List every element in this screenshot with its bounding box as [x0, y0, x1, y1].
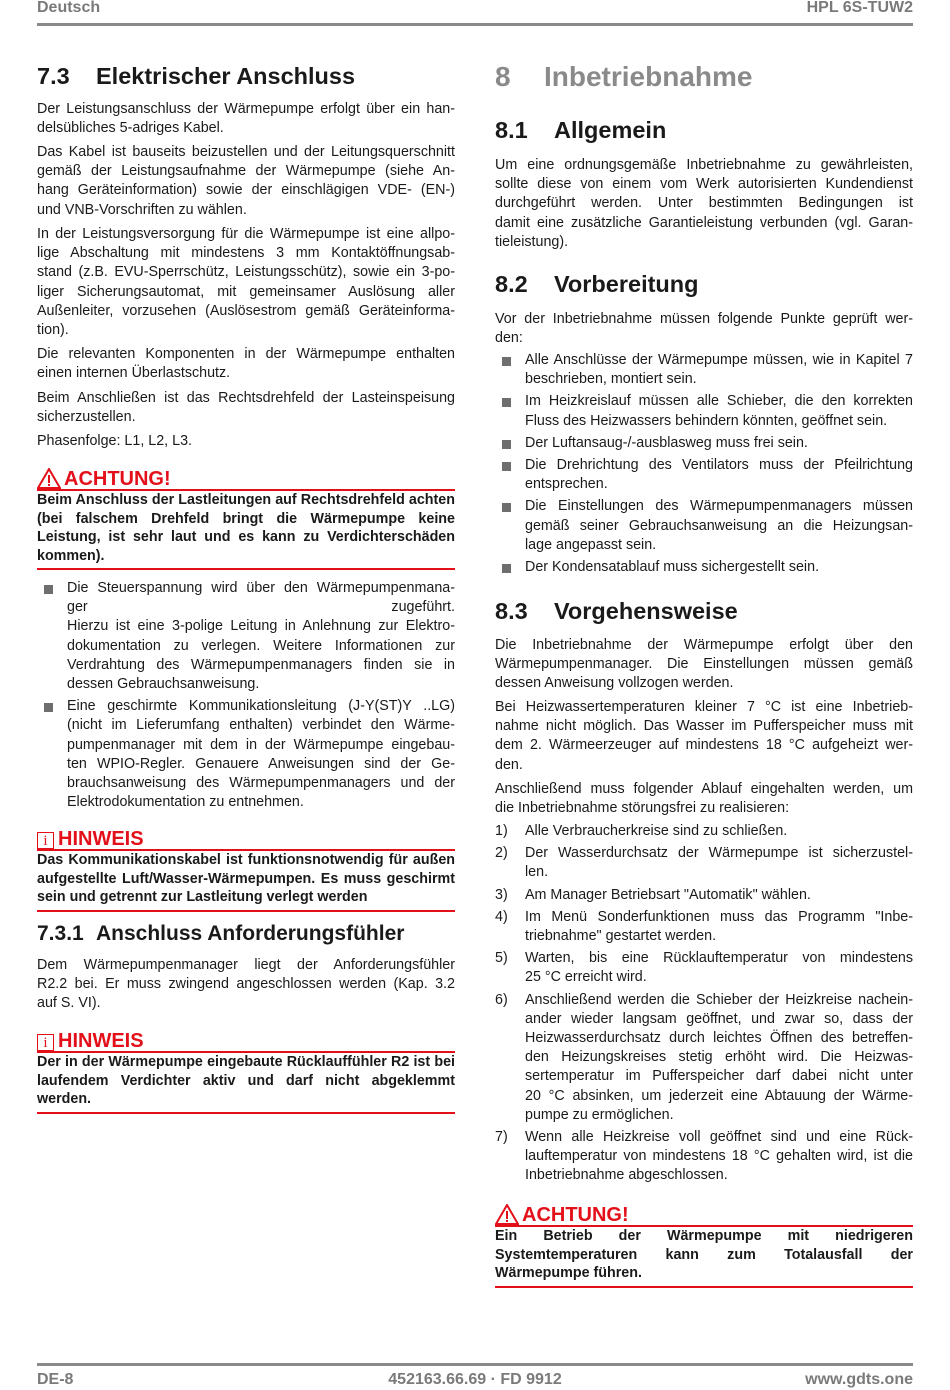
text-line: Das Kommunikationskabel ist funktionsnotwendig für außen	[37, 852, 455, 868]
text-line: Um eine ordnungsgemäße Inbetriebnahme zu gewährleisten,	[495, 157, 913, 173]
list-item	[495, 558, 913, 577]
text-line: dessen Anweisung vollzogen werden.	[495, 675, 734, 692]
section-title: Vorgehensweise	[554, 598, 738, 624]
note-title: HINWEIS	[58, 828, 144, 850]
text-line: Phasenfolge: L1, L2, L3.	[37, 433, 193, 449]
text-line: (nicht im Lieferumfang enthalten) verbindet den Wärme-	[67, 717, 455, 734]
text-line: lage angepasst sein.	[525, 536, 657, 553]
list-item	[37, 579, 455, 694]
list-item	[495, 392, 913, 430]
text-line: aufgestellte Luft/Wasser-Wärmepumpen. Es muss geschirmt	[37, 870, 455, 887]
text-line: beschrieben, montiert sein.	[525, 371, 697, 388]
text-line: Warten, bis eine Rücklauftemperatur von mindestens	[525, 950, 913, 967]
text-line: einen internen Überlastschutz.	[37, 365, 231, 382]
text-line: Die Drehrichtung des Ventilators muss der Pfeilrichtung	[525, 457, 913, 474]
text-line: den:	[495, 330, 523, 347]
text-line: ger zugeführt.	[67, 599, 455, 616]
note-text	[37, 1053, 455, 1114]
info-icon: i	[37, 832, 54, 849]
section-title: Allgemein	[554, 117, 667, 143]
text-line: tieleistung).	[495, 233, 569, 250]
numbered-item	[495, 908, 913, 946]
text-line: Fluss des Heizwassers behindern könnten, geöffnet sein.	[525, 412, 888, 429]
text-line: Wenn alle Heizkreise voll geöffnet sind und eine Rück-	[525, 1129, 913, 1146]
paragraph	[37, 225, 455, 340]
paragraph	[37, 432, 455, 451]
text-line: dessen Gebrauchsanweisung.	[67, 676, 260, 693]
section-number: 8.2	[495, 271, 528, 297]
text-line: hang Geräteinformation) sowie der einschlägigen VDE- (EN-)	[37, 182, 455, 199]
warning-title: ACHTUNG!	[64, 468, 171, 490]
text-line: nahme nicht möglich. Das Wasser im Pufferspeicher muss mit	[495, 718, 913, 735]
note-title: HINWEIS	[58, 1030, 144, 1052]
header-rule	[37, 23, 913, 26]
text-line: gemäß der Leistungsaufnahme der Wärmepumpe (siehe An-	[37, 163, 455, 180]
text-line: Der Kondensatablauf muss sichergestellt sein.	[525, 559, 820, 576]
text-line: stand (z.B. EVU-Sperrschütz, Leistungsschütz), sowie ein 3-po-	[37, 264, 455, 281]
paragraph	[37, 956, 455, 1014]
numbered-list	[495, 822, 913, 1189]
header-language: Deutsch	[37, 0, 101, 16]
text-line: tion).	[37, 322, 69, 339]
text-line: Alle Verbraucherkreise sind zu schließen.	[525, 823, 788, 839]
section-heading-8-2	[495, 271, 699, 298]
text-line: Dem Wärmepumpenmanager liegt der Anforderungsfühler	[37, 957, 455, 973]
text-line: Die relevanten Komponenten in der Wärmepumpe enthalten	[37, 346, 455, 362]
bullet-square-icon	[502, 357, 511, 366]
footer-url: www.gdts.one	[805, 1371, 913, 1388]
step-number: 4)	[495, 908, 508, 925]
paragraph	[37, 389, 455, 427]
text-line: Im Heizkreislauf müssen alle Schieber, die den korrekten	[525, 393, 913, 410]
text-line: R2.2 bei. Er muss zwingend angeschlossen werden (Kap. 3.2	[37, 976, 455, 993]
text-line: Die Steuerspannung wird über den Wärmepumpenmana-	[67, 580, 455, 596]
text-line: auf S. VI).	[37, 995, 101, 1012]
list-item	[37, 697, 455, 812]
text-line: und VNB-Vorschriften zu wählen.	[37, 201, 247, 218]
bullet-list	[37, 579, 455, 815]
text-line: Der Wasserdurchsatz der Wärmepumpe ist sicherzustel-	[525, 845, 913, 862]
section-number: 7.3.1	[37, 922, 84, 945]
text-line: sein und getrennt zur Lastleitung verlegt werden	[37, 889, 368, 906]
numbered-item	[495, 844, 913, 882]
list-item	[495, 497, 913, 555]
text-line: durchgeführt werden. Unter bestimmten Bedingungen ist	[495, 195, 913, 212]
numbered-item	[495, 822, 913, 841]
bullet-square-icon	[502, 564, 511, 573]
chapter-heading-8	[495, 61, 752, 93]
bullet-square-icon	[502, 503, 511, 512]
warning-triangle-icon	[495, 1204, 519, 1225]
chapter-title: Inbetriebnahme	[544, 61, 753, 92]
note-box	[37, 1029, 455, 1114]
header-model: HPL 6S-TUW2	[806, 0, 913, 16]
text-line: die Inbetriebnahme störungsfrei zu realisieren:	[495, 800, 790, 817]
step-number: 5)	[495, 950, 508, 967]
text-line: Der in der Wärmepumpe eingebaute Rücklauffühler R2 ist bei	[37, 1054, 455, 1070]
text-line: Beim Anschließen ist das Rechtsdrehfeld der Lasteinspeisung	[37, 390, 455, 406]
numbered-item	[495, 949, 913, 987]
text-line: Inbetriebnahme abgeschlossen.	[525, 1167, 728, 1184]
text-line: Wärmepumpe führen.	[495, 1265, 642, 1282]
list-item	[495, 456, 913, 494]
warning-text	[495, 1227, 913, 1288]
text-line: lauftemperatur von mindestens 18 °C gehalten wird, ist die	[525, 1148, 913, 1165]
text-line: Leistung, ist sehr laut und es kann zu Verdichterschäden	[37, 529, 455, 546]
text-line: pumpenmanager mit dem in der Wärmepumpe eingebau-	[67, 736, 455, 753]
text-line: 20 °C absinken, um jederzeit eine Abtauung der Wärme-	[525, 1087, 913, 1104]
paragraph	[37, 100, 455, 138]
numbered-item	[495, 1128, 913, 1186]
text-line: gemäß seiner Gebrauchsanweisung an die Heizungsan-	[525, 517, 913, 534]
text-line: len.	[525, 864, 549, 881]
text-line: sicherzustellen.	[37, 409, 136, 426]
text-line: brauchsanweisung des Wärmepumpenmanagers und der	[67, 775, 455, 792]
text-line: pumpe zu ermöglichen.	[525, 1106, 674, 1123]
text-line: Elektrodokumentation zu entnehmen.	[67, 794, 304, 811]
text-line: ten WPIO-Regler. Genauere Anweisungen sind der Ge-	[67, 755, 455, 772]
paragraph	[495, 310, 913, 348]
text-line: In der Leistungsversorgung für die Wärmepumpe ist eine allpo-	[37, 226, 455, 242]
section-number: 8.1	[495, 117, 528, 143]
text-line: liger Sicherungsautomat, mit gemeinsamer Auslösung aller	[37, 283, 455, 300]
bullet-square-icon	[44, 703, 53, 712]
text-line: Alle Anschlüsse der Wärmepumpe müssen, wie in Kapitel 7	[525, 352, 913, 368]
step-number: 3)	[495, 886, 508, 903]
text-line: triebnahme" gestartet werden.	[525, 928, 717, 945]
text-line: Verdrahtung des Wärmepumpenmanagers finden sie in	[67, 656, 455, 673]
step-number: 7)	[495, 1129, 508, 1146]
text-line: werden.	[37, 1091, 92, 1108]
text-line: Wärmepumpenmanager. Die Einstellungen müssen gemäß	[495, 656, 913, 673]
warning-box	[495, 1203, 913, 1288]
footer-rule	[37, 1363, 913, 1366]
numbered-item	[495, 886, 913, 905]
text-line: Bei Heizwassertemperaturen kleiner 7 °C ist eine Inbetrieb-	[495, 699, 913, 715]
text-line: Anschließend muss folgender Ablauf eingehalten werden, um	[495, 781, 913, 797]
warning-triangle-icon	[37, 468, 61, 489]
text-line: Die Einstellungen des Wärmepumpenmanagers müssen	[525, 498, 913, 515]
text-line: entsprechen.	[525, 476, 608, 493]
bullet-square-icon	[502, 440, 511, 449]
text-line: lige Abschaltung mit mindestens 3 mm Kontaktöffnungsab-	[37, 245, 455, 262]
paragraph	[495, 698, 913, 775]
text-line: (bei falschem Drehfeld bringt die Wärmepumpe keine	[37, 510, 455, 527]
section-heading-7-3-1	[37, 922, 404, 946]
footer-page-number: DE-8	[37, 1371, 74, 1388]
section-title: Elektrischer Anschluss	[96, 63, 356, 89]
chapter-number: 8	[495, 61, 511, 92]
text-line: dokumentation zu verlegen. Weitere Informationen zur	[67, 637, 455, 654]
section-title: Vorbereitung	[554, 271, 699, 297]
section-heading-7-3	[37, 63, 355, 90]
section-heading-8-1	[495, 117, 666, 144]
text-line: den.	[495, 756, 523, 773]
bullet-square-icon	[44, 585, 53, 594]
text-line: damit eine zusätzliche Garantieleistung verbunden (vgl. Garan-	[495, 214, 913, 231]
info-icon: i	[37, 1034, 54, 1051]
warning-text	[37, 491, 455, 570]
text-line: Außenleiter, vorzusehen (Auslösestrom gemäß Geräteinforma-	[37, 302, 455, 319]
text-line: Beim Anschluss der Lastleitungen auf Rechtsdrehfeld achten	[37, 492, 455, 508]
text-line: Ein Betrieb der Wärmepumpe mit niedrigeren	[495, 1228, 913, 1244]
text-line: Die Inbetriebnahme der Wärmepumpe erfolgt über den	[495, 637, 913, 653]
text-line: laufendem Verdichter aktiv und darf nicht abgeklemmt	[37, 1072, 455, 1089]
warning-title: ACHTUNG!	[522, 1204, 629, 1226]
section-heading-8-3	[495, 598, 738, 625]
section-number: 7.3	[37, 63, 70, 89]
paragraph	[495, 156, 913, 252]
text-line: Vor der Inbetriebnahme müssen folgende Punkte geprüft wer-	[495, 311, 913, 327]
paragraph	[495, 780, 913, 818]
list-item	[495, 351, 913, 389]
numbered-item	[495, 991, 913, 1125]
text-line: 25 °C erreicht wird.	[525, 969, 647, 986]
text-line: delsübliches 5-adriges Kabel.	[37, 120, 224, 137]
section-title: Anschluss Anforderungsfühler	[96, 922, 405, 945]
paragraph	[495, 636, 913, 694]
text-line: Anschließend werden die Schieber der Heizkreise nachein-	[525, 991, 913, 1008]
footer-doc-number: 452163.66.69 · FD 9912	[388, 1371, 562, 1388]
text-line: Am Manager Betriebsart "Automatik" wählen.	[525, 886, 811, 903]
text-line: Der Luftansaug-/-ausblasweg muss frei sein.	[525, 434, 808, 451]
step-number: 6)	[495, 991, 508, 1008]
step-number: 2)	[495, 845, 508, 862]
bullet-square-icon	[502, 398, 511, 407]
text-line: Systemtemperaturen kann zum Totalausfall der	[495, 1246, 913, 1263]
text-line: Eine geschirmte Kommunikationsleitung (J-Y(ST)Y ..LG)	[67, 698, 455, 715]
text-line: Das Kabel ist bauseits beizustellen und der Leitungsquerschnitt	[37, 144, 455, 160]
note-text	[37, 851, 455, 912]
text-line: sertemperatur im Pufferspeicher darf dabei nicht unter	[525, 1068, 913, 1085]
step-number: 1)	[495, 823, 508, 839]
text-line: Im Menü Sonderfunktionen muss das Programm "Inbe-	[525, 908, 913, 925]
paragraph	[37, 143, 455, 220]
section-number: 8.3	[495, 598, 528, 624]
text-line: kommen).	[37, 547, 105, 564]
text-line: den Heizungskreises stetig erhöht wird. Die Heizwas-	[525, 1049, 913, 1066]
list-item	[495, 434, 913, 453]
text-line: Hierzu ist eine 3-polige Leitung in Anlehnung zur Elektro-	[67, 618, 455, 635]
bullet-square-icon	[502, 462, 511, 471]
warning-box	[37, 467, 455, 570]
text-line: ander wieder langsam geöffnet, und zwar so, dass der	[525, 1010, 913, 1027]
text-line: Der Leistungsanschluss der Wärmepumpe erfolgt über ein han-	[37, 101, 455, 117]
bullet-list	[495, 351, 913, 580]
note-box	[37, 827, 455, 912]
text-line: Heizwasserdurchsatz durch leichtes Öffnen des betreffen-	[525, 1030, 913, 1047]
text-line: dem 2. Wärmeerzeuger auf mindestens 18 °C aufgeheizt wer-	[495, 737, 913, 754]
text-line: sollte diese von einem vom Werk autorisierten Kundendienst	[495, 176, 913, 193]
paragraph	[37, 345, 455, 383]
